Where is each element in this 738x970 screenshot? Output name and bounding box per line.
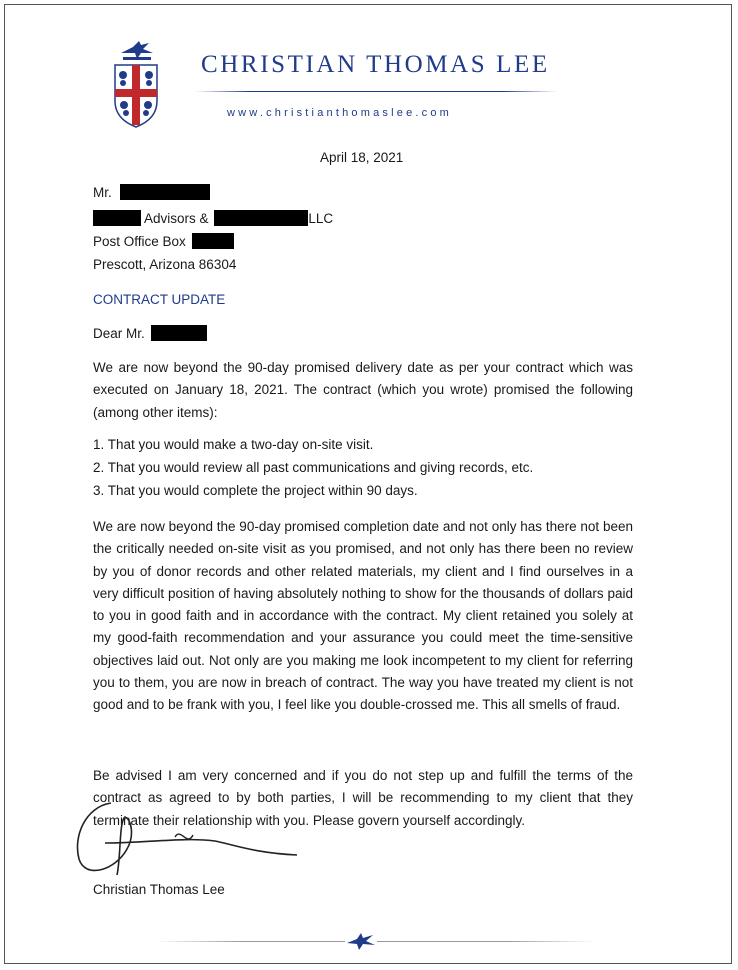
letter-page — [4, 4, 732, 964]
redaction-bar — [120, 184, 210, 200]
body-paragraph-1: We are now beyond the 90-day promised delivery date as per your contract which was executed on January 18, 2021. The contract (which you wrote) promised the following (among other items): — [93, 360, 633, 420]
redaction-bar — [151, 325, 207, 341]
letter-subject: CONTRACT UPDATE — [93, 292, 226, 307]
greeting-line — [93, 325, 207, 342]
redaction-bar — [93, 210, 141, 226]
recipient-company-line — [93, 210, 333, 227]
recipient-name-line — [93, 184, 210, 201]
body-paragraph-3: Be advised I am very concerned and if you do not step up and fulfill the terms of the contract as agreed to by both parties, I will be recommending to my client that they terminate their relationship with you. Please govern yourself accordingly. — [93, 768, 633, 828]
coat-of-arms-logo — [109, 39, 163, 129]
redaction-bar — [192, 233, 234, 249]
recipient-prefix: Mr. — [93, 185, 112, 200]
bird-emblem-icon — [345, 933, 377, 951]
greeting: Dear Mr. — [93, 326, 145, 341]
list-item: 2. That you would review all past communications and giving records, etc. — [93, 460, 534, 475]
recipient-company-middle: Advisors & — [144, 211, 209, 226]
letter-date: April 18, 2021 — [320, 150, 404, 165]
letterhead-website: www.christianthomaslee.com — [227, 107, 453, 119]
list-item: 3. That you would complete the project within 90 days. — [93, 483, 418, 498]
recipient-company-suffix: LLC — [308, 211, 334, 226]
signer-name: Christian Thomas Lee — [93, 882, 225, 897]
recipient-po-line — [93, 233, 234, 250]
body-paragraph-2: We are now beyond the 90-day promised completion date and not only has there not been the critically needed on-site visit as you promised, and not only has there been no review by you of donor records and other related materials, my client and I find ourselves in a very difficult position of having absolutely nothing to show for the thousands of dollars paid to you in good faith and in accordance with the contract. My client retained you solely at my good-faith recommendation and your assurance you could meet the time-sensitive objectives laid out. Not only are you making me look incompetent to my client for referring you to them, you are now in breach of contract. The way you have treated my client is not good and to be frank with you, I feel like you double-crossed me. This all smells of fraud. — [93, 519, 633, 713]
list-item: 1. That you would make a two-day on-site visit. — [93, 437, 374, 452]
recipient-po-box: Post Office Box — [93, 234, 186, 249]
recipient-city-line: Prescott, Arizona 86304 — [93, 257, 237, 272]
handwritten-signature — [65, 797, 305, 887]
redaction-bar — [214, 210, 308, 226]
obligations-list — [93, 433, 533, 502]
letterhead-name: CHRISTIAN THOMAS LEE — [201, 51, 550, 78]
letterhead-divider — [195, 91, 557, 92]
